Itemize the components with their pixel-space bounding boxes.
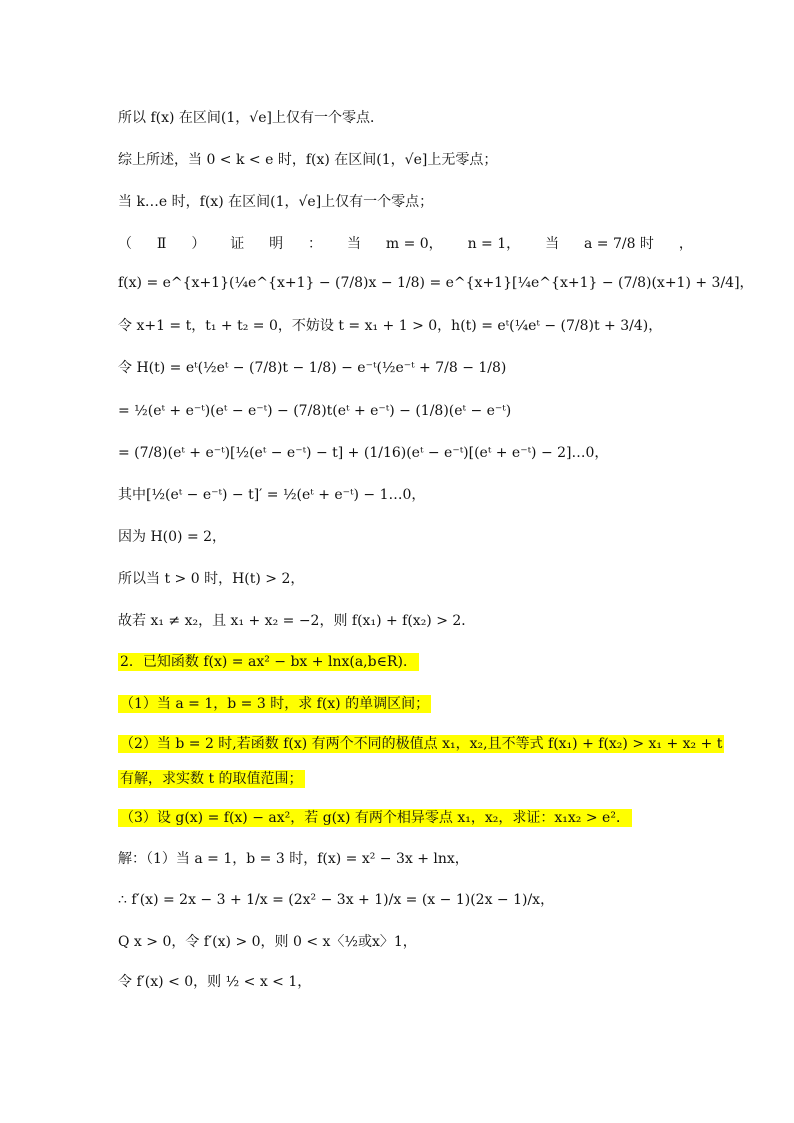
- text-line: 所以 f(x) 在区间(1，√e]上仅有一个零点．: [118, 110, 384, 126]
- highlight: （1）当 a = 1，b = 3 时，求 f(x) 的单调区间；: [120, 696, 430, 712]
- problem-title: [118, 652, 419, 672]
- problem-q2: [118, 734, 724, 754]
- proof-token: a = 7/8 时: [583, 236, 654, 252]
- text-line: 故若 x₁ ≠ x₂，且 x₁ + x₂ = −2，则 f(x₁) + f(x₂) > 2．: [118, 613, 476, 629]
- text-line: 当 k…e 时，f(x) 在区间(1，√e]上仅有一个零点；: [118, 194, 434, 210]
- solution-line: 解：（1）当 a = 1，b = 3 时，f(x) = x² − 3x + lnx，: [118, 851, 469, 867]
- solution-line: 令 f′(x) < 0，则 ½ < x < 1，: [118, 974, 312, 990]
- problem-q2-cont: [118, 769, 305, 789]
- highlight: （3）设 g(x) = f(x) − ax²，若 g(x) 有两个相异零点 x₁，x₂，求证：x₁x₂ > e²．: [120, 810, 630, 826]
- formula-line: 其中[½(eᵗ − e⁻ᵗ) − t]′ = ½(eᵗ + e⁻ᵗ) − 1…0，: [118, 487, 426, 503]
- proof-token: 当: [346, 236, 361, 252]
- formula-line: 令 H(t) = eᵗ(½eᵗ − (7/8)t − 1/8) − e⁻ᵗ(½e⁻ᵗ + 7/8 − 1/8): [118, 360, 507, 376]
- proof-token: ：: [308, 236, 323, 252]
- proof-token: ）: [191, 236, 206, 252]
- highlight: （2）当 b = 2 时,若函数 f(x) 有两个不同的极值点 x₁，x₂,且不等式 f(x₁) + f(x₂) > x₁ + x₂ + t: [120, 736, 723, 752]
- proof-token: （: [118, 236, 132, 252]
- solution-line: ∴ f′(x) = 2x − 3 + 1/x = (2x² − 3x + 1)/x = (x − 1)(2x − 1)/x，: [118, 892, 555, 908]
- proof-token: 明: [269, 236, 284, 252]
- proof-header: [118, 234, 693, 254]
- problem-q3: [118, 808, 632, 828]
- proof-token: n = 1，: [467, 236, 521, 252]
- formula-line: = ½(eᵗ + e⁻ᵗ)(eᵗ − e⁻ᵗ) − (7/8)t(eᵗ + e⁻ᵗ) − (1/8)(eᵗ − e⁻ᵗ): [118, 403, 512, 419]
- highlight: 有解，求实数 t 的取值范围；: [120, 771, 303, 787]
- formula-line: = (7/8)(eᵗ + e⁻ᵗ)[½(eᵗ − e⁻ᵗ) − t] + (1/16)(eᵗ − e⁻ᵗ)[(eᵗ + e⁻ᵗ) − 2]…0，: [118, 445, 609, 461]
- proof-token: m = 0，: [385, 236, 443, 252]
- highlight: 2．已知函数 f(x) = ax² − bx + lnx(a,b∈R)．: [120, 654, 417, 670]
- proof-token: 证: [230, 236, 245, 252]
- proof-token: ，: [678, 236, 693, 252]
- formula-line: 令 x+1 = t，t₁ + t₂ = 0，不妨设 t = x₁ + 1 > 0，h(t) = eᵗ(¼eᵗ − (7/8)t + 3/4)，: [118, 318, 663, 334]
- problem-q1: [118, 694, 431, 714]
- text-line: 所以当 t > 0 时，H(t) > 2，: [118, 571, 305, 587]
- solution-line: Q x > 0，令 f′(x) > 0，则 0 < x〈½或x〉1，: [118, 934, 417, 950]
- formula-line: f(x) = e^{x+1}(¼e^{x+1} − (7/8)x − 1/8) = e^{x+1}[¼e^{x+1} − (7/8)(x+1) + 3/4]，: [118, 275, 754, 291]
- text-line: 综上所述，当 0 < k < e 时，f(x) 在区间(1，√e]上无零点；: [118, 152, 498, 168]
- proof-token: Ⅱ: [156, 236, 167, 252]
- text-line: 因为 H(0) = 2，: [118, 529, 227, 545]
- proof-token: 当: [545, 236, 560, 252]
